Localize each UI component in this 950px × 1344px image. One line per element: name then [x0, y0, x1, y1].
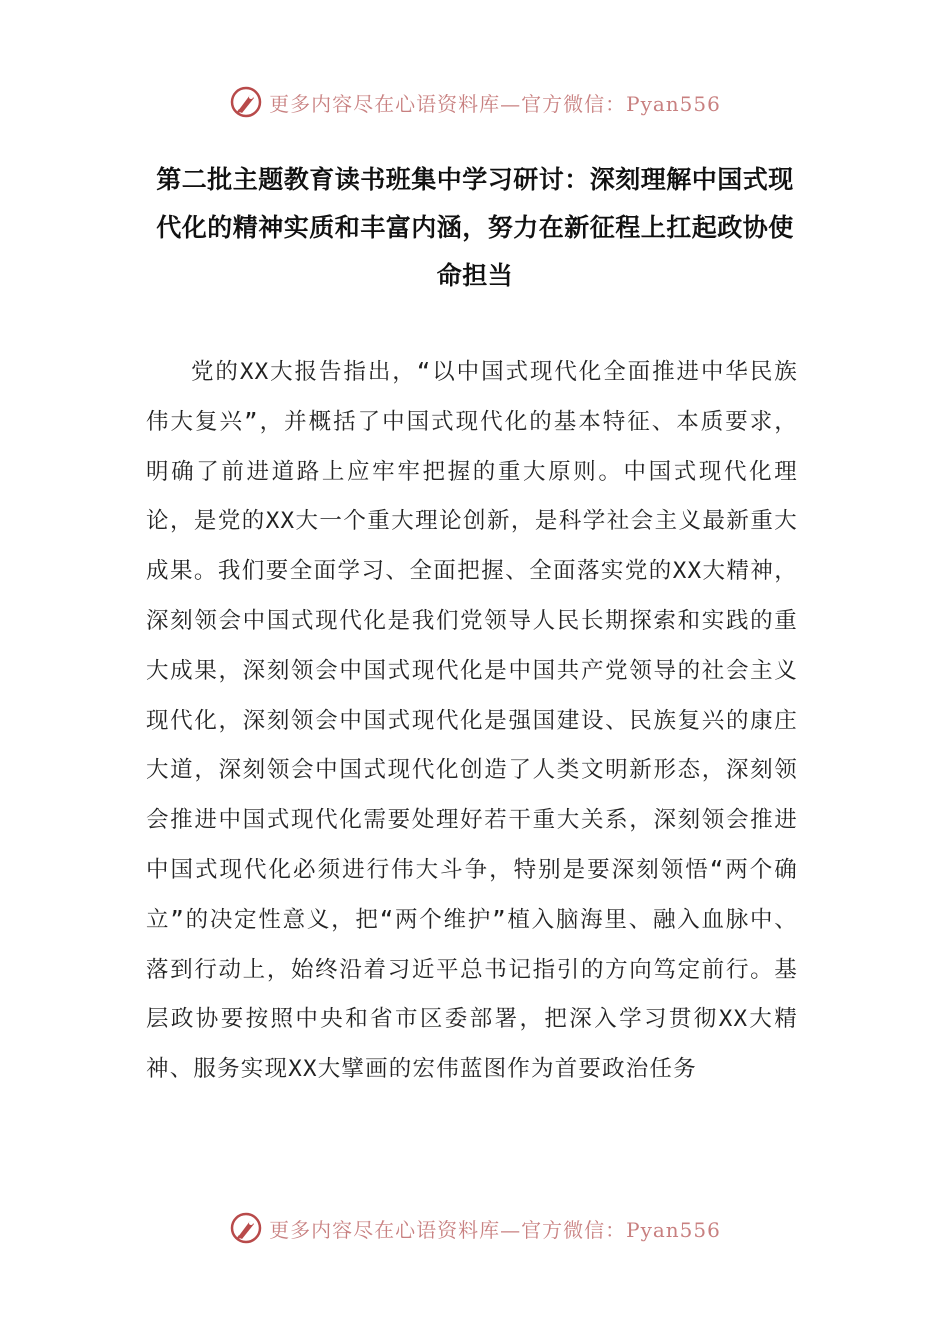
watermark-text: 更多内容尽在心语资料库—官方微信：Pyan556	[269, 91, 721, 116]
footer-watermark	[0, 1208, 950, 1248]
header-watermark	[0, 82, 950, 122]
watermark-text: 更多内容尽在心语资料库—官方微信：Pyan556	[269, 1217, 721, 1242]
body-paragraph: 党的XX大报告指出，“以中国式现代化全面推进中华民族伟大复兴”，并概括了中国式现代化的基本特征、本质要求，明确了前进道路上应牢牢把握的重大原则。中国式现代化理论，是党的XX大一个重大理论创新，是科学社会主义最新重大成果。我们要全面学习、全面把握、全面落实党的XX大精神，深刻领会中国式现代化是我们党领导人民长期探索和实践的重大成果，深刻领会中国式现代化是中国共产党领导的社会主义现代化，深刻领会中国式现代化是强国建设、民族复兴的康庄大道，深刻领会中国式现代化创造了人类文明新形态，深刻领会推进中国式现代化需要处理好若干重大关系，深刻领会推进中国式现代化必须进行伟大斗争，特别是要深刻领悟“两个确立”的决定性意义，把“两个维护”植入脑海里、融入血脉中、落到行动上，始终沿着习近平总书记指引的方向笃定前行。基层政协要按照中央和省市区委部署，把深入学习贯彻XX大精神、服务实现XX大擘画的宏伟蓝图作为首要政治任务	[146, 359, 798, 1083]
document-title: 第二批主题教育读书班集中学习研讨：深刻理解中国式现代化的精神实质和丰富内涵，努力在新征程上扛起政协使命担当	[156, 165, 794, 290]
pen-nib-logo-icon	[229, 1211, 263, 1245]
pen-nib-logo-icon	[229, 85, 263, 119]
